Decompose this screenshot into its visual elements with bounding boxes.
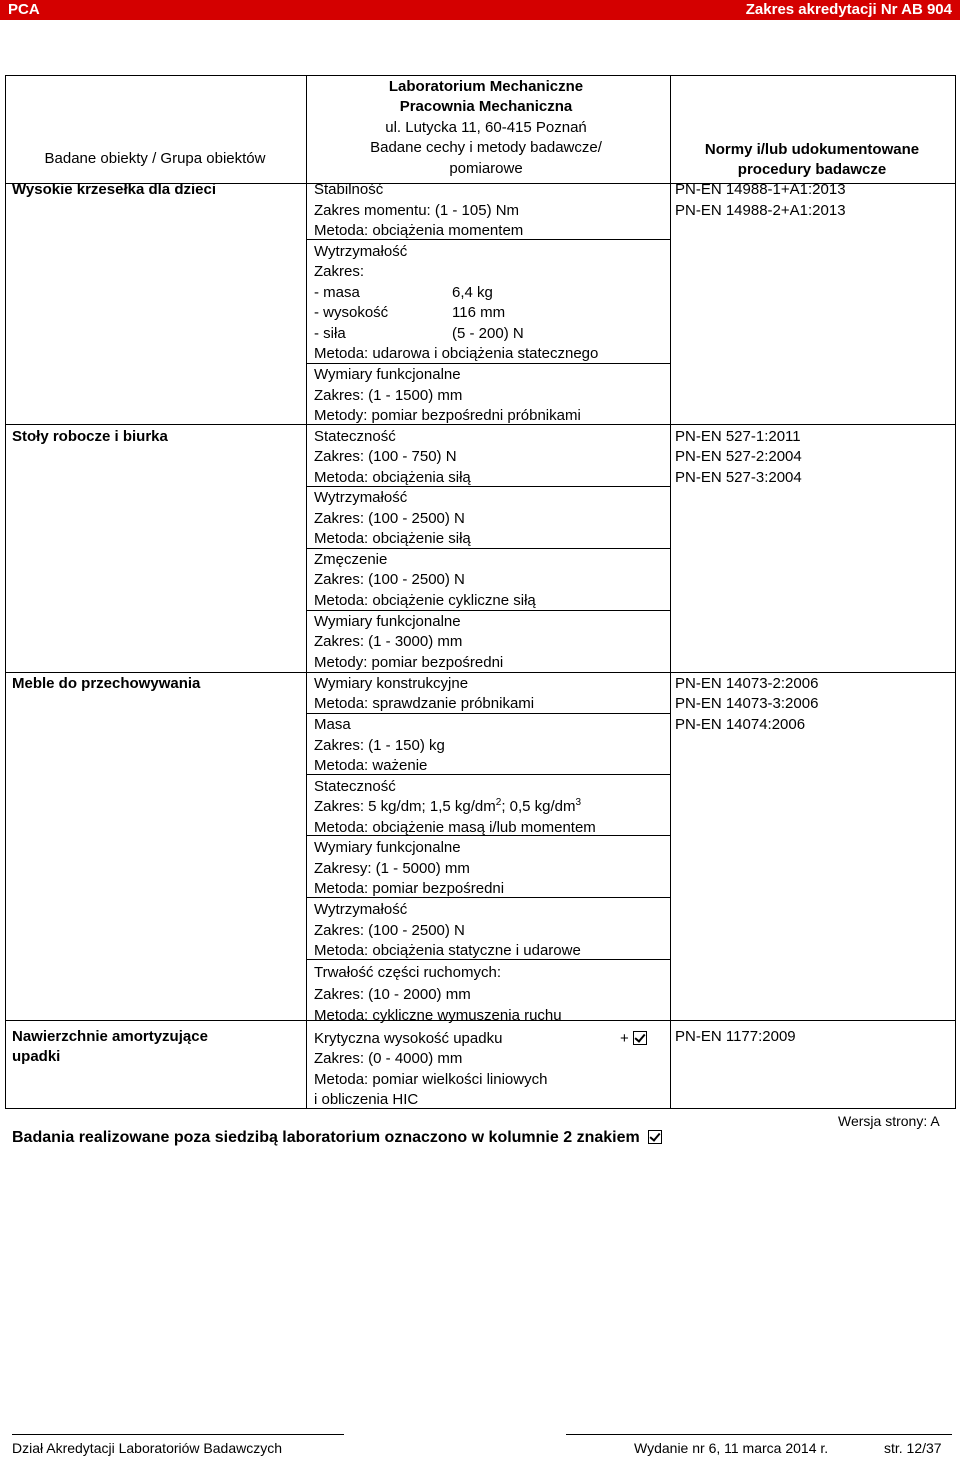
header-title: Zakres akredytacji Nr AB 904 bbox=[745, 1, 952, 18]
footer-rule-right bbox=[566, 1434, 952, 1435]
feature-line: Zakres: (100 - 2500) N bbox=[314, 571, 465, 588]
density-text-2: ; 0,5 kg/dm bbox=[501, 798, 576, 815]
column-header-objects: Badane obiekty / Grupa obiektów bbox=[44, 150, 266, 167]
footer-edition: Wydanie nr 6, 11 marca 2014 r. bbox=[634, 1440, 829, 1456]
plus-sign: + bbox=[620, 1030, 629, 1047]
norm-ref: PN-EN 14073-2:2006 bbox=[675, 675, 819, 692]
lab-unit: Pracownia Mechaniczna bbox=[399, 98, 573, 115]
norm-ref: PN-EN 527-1:2011 bbox=[675, 428, 801, 445]
onsite-marker bbox=[620, 1029, 647, 1049]
feature-line: Stateczność bbox=[314, 778, 396, 795]
column-header-norms: Normy i/lub udokumentowane bbox=[704, 141, 920, 158]
feature-line: i obliczenia HIC bbox=[314, 1091, 419, 1108]
feature-line: Metoda: obciążenia statyczne i udarowe bbox=[314, 942, 581, 959]
feature-value: 6,4 kg bbox=[452, 284, 493, 301]
feature-line: - siła bbox=[314, 325, 346, 342]
superscript: 2 bbox=[495, 797, 502, 808]
feature-line: Zakres momentu: (1 - 105) Nm bbox=[314, 202, 520, 219]
header-org: PCA bbox=[8, 1, 40, 18]
norm-ref: PN-EN 14073-3:2006 bbox=[675, 695, 819, 712]
object-name: Nawierzchnie amortyzujące bbox=[12, 1028, 208, 1045]
norm-ref: PN-EN 14074:2006 bbox=[675, 716, 806, 733]
feature-line: Metoda: obciążenia momentem bbox=[314, 222, 524, 239]
superscript: 3 bbox=[575, 797, 582, 808]
feature-line: Wymiary konstrukcyjne bbox=[314, 675, 469, 692]
feature-line: Metoda: obciążenie masą i/lub momentem bbox=[314, 819, 596, 836]
feature-line: Metoda: obciążenie cykliczne siłą bbox=[314, 592, 536, 609]
feature-line: Wytrzymałość bbox=[314, 901, 408, 918]
footer-page: str. 12/37 bbox=[884, 1440, 942, 1456]
feature-line: Wytrzymałość bbox=[314, 489, 408, 506]
footer-org: Dział Akredytacji Laboratoriów Badawczych bbox=[12, 1440, 283, 1456]
feature-line: Metoda: obciążenia siłą bbox=[314, 469, 471, 486]
feature-line: Zakres: (100 - 750) N bbox=[314, 448, 457, 465]
feature-line: Trwałość części ruchomych: bbox=[314, 964, 501, 981]
feature-line: Metoda: udarowa i obciążenia statecznego bbox=[314, 345, 599, 362]
document-header-bar bbox=[0, 0, 960, 20]
object-name: Stoły robocze i biurka bbox=[12, 428, 168, 445]
norm-ref: PN-EN 1177:2009 bbox=[675, 1028, 796, 1045]
feature-line: Metoda: sprawdzanie próbnikami bbox=[314, 695, 535, 712]
feature-line: Wymiary funkcjonalne bbox=[314, 613, 461, 630]
norm-ref: PN-EN 527-3:2004 bbox=[675, 469, 802, 486]
feature-value: 116 mm bbox=[452, 304, 506, 321]
note-label: Badania realizowane poza siedzibą laboratorium oznaczono w kolumnie 2 znakiem bbox=[12, 1129, 640, 1146]
feature-line: Metoda: obciążenie siłą bbox=[314, 530, 471, 547]
feature-value: (5 - 200) N bbox=[452, 325, 524, 342]
feature-line: Zakres: (10 - 2000) mm bbox=[314, 986, 471, 1003]
object-name: Wysokie krzesełka dla dzieci bbox=[12, 181, 217, 198]
norm-ref: PN-EN 14988-1+A1:2013 bbox=[675, 181, 846, 198]
object-name: Meble do przechowywania bbox=[12, 675, 201, 692]
feature-line: Wymiary funkcjonalne bbox=[314, 839, 461, 856]
column-divider-2 bbox=[670, 76, 671, 1108]
feature-line: Wytrzymałość bbox=[314, 243, 408, 260]
object-name-2: upadki bbox=[12, 1048, 61, 1065]
checkbox-icon bbox=[648, 1130, 662, 1144]
norm-ref: PN-EN 527-2:2004 bbox=[675, 448, 802, 465]
feature-line: Zakres: (100 - 2500) N bbox=[314, 510, 465, 527]
feature-line: Zakres: (100 - 2500) N bbox=[314, 922, 465, 939]
feature-line: Metoda: pomiar wielkości liniowych bbox=[314, 1071, 548, 1088]
feature-line: Metoda: pomiar bezpośredni bbox=[314, 880, 505, 897]
norm-ref: PN-EN 14988-2+A1:2013 bbox=[675, 202, 846, 219]
feature-line: Zmęczenie bbox=[314, 551, 388, 568]
feature-line: Wymiary funkcjonalne bbox=[314, 366, 461, 383]
feature-line: Metoda: cykliczne wymuszenia ruchu bbox=[314, 1007, 562, 1024]
feature-line: Zakres: (1 - 1500) mm bbox=[314, 387, 463, 404]
feature-line: Zakresy: (1 - 5000) mm bbox=[314, 860, 470, 877]
lab-address: ul. Lutycka 11, 60-415 Poznań bbox=[385, 119, 587, 136]
column-divider-1 bbox=[306, 76, 307, 1108]
density-text: Zakres: 5 kg/dm; 1,5 kg/dm bbox=[314, 798, 496, 815]
feature-line: - wysokość bbox=[314, 304, 389, 321]
lab-name: Laboratorium Mechaniczne bbox=[388, 78, 584, 95]
footer-rule-left bbox=[12, 1434, 344, 1435]
feature-line: Zakres: bbox=[314, 263, 365, 280]
feature-line: Zakres: (0 - 4000) mm bbox=[314, 1050, 463, 1067]
page-version: Wersja strony: A bbox=[838, 1113, 940, 1129]
feature-line: Stateczność bbox=[314, 428, 396, 445]
note-text bbox=[12, 1128, 662, 1148]
feature-line: Krytyczna wysokość upadku bbox=[314, 1030, 503, 1047]
feature-line: Metoda: ważenie bbox=[314, 757, 428, 774]
feature-line: Metody: pomiar bezpośredni próbnikami bbox=[314, 407, 581, 424]
column-header-features-2: pomiarowe bbox=[449, 160, 523, 177]
column-header-features: Badane cechy i metody badawcze/ bbox=[370, 139, 602, 156]
feature-line: - masa bbox=[314, 284, 360, 301]
feature-line: Metody: pomiar bezpośredni bbox=[314, 654, 504, 671]
feature-line: Zakres: (1 - 150) kg bbox=[314, 737, 445, 754]
feature-line-density bbox=[314, 797, 581, 817]
column-header-norms-2: procedury badawcze bbox=[737, 161, 887, 178]
feature-line: Masa bbox=[314, 716, 351, 733]
feature-line: Zakres: (1 - 3000) mm bbox=[314, 633, 463, 650]
checkbox-icon bbox=[633, 1031, 647, 1045]
feature-line: Stabilność bbox=[314, 181, 384, 198]
